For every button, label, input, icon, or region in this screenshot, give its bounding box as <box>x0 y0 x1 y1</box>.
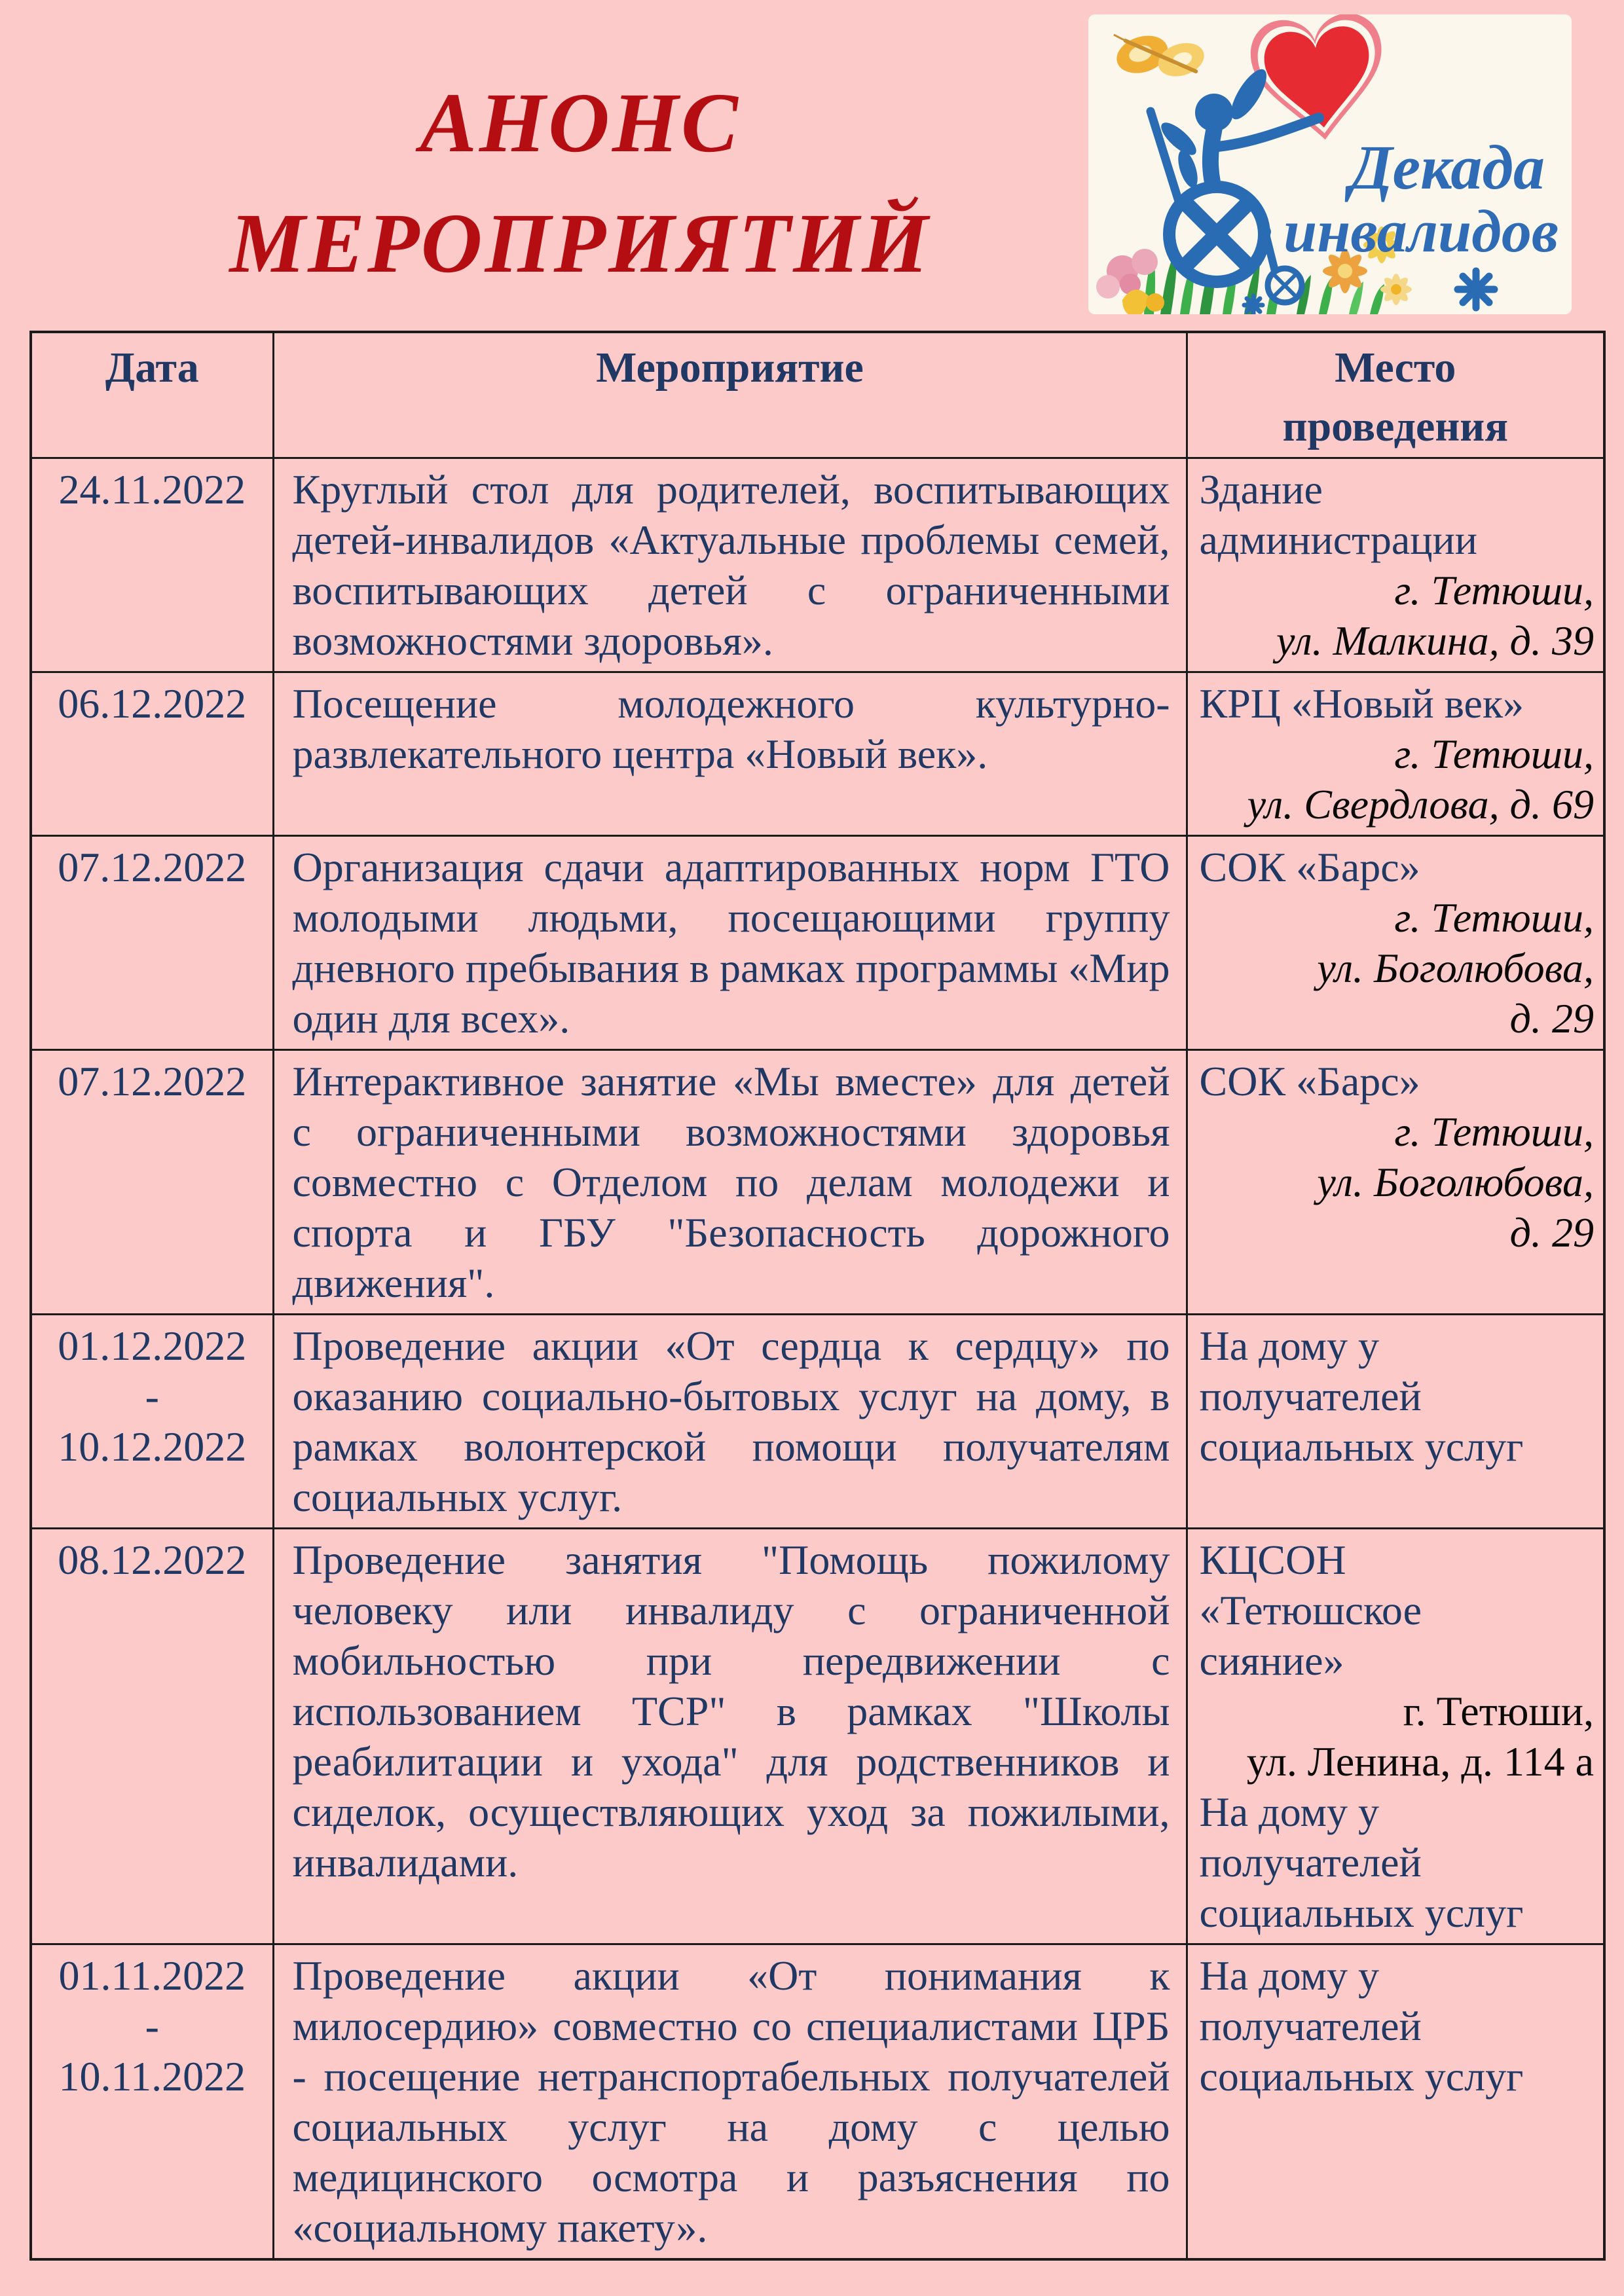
date-line: 10.12.2022 <box>58 1423 247 1470</box>
table-row <box>31 836 1604 1050</box>
column-header-line: Мероприятие <box>596 344 864 392</box>
location-cell <box>1187 1944 1604 2260</box>
location-line: г. Тетюши, <box>1394 731 1594 777</box>
location-cell <box>1187 1050 1604 1315</box>
location-line: КЦСОН <box>1199 1537 1346 1583</box>
location-line: На дому у <box>1199 1789 1379 1835</box>
location-line: Здание <box>1199 466 1323 513</box>
table-row <box>31 1050 1604 1315</box>
location-line: получателей <box>1199 1839 1422 1886</box>
date-cell <box>31 1050 273 1315</box>
column-header-1 <box>273 332 1187 458</box>
date-line: 01.11.2022 <box>58 1952 246 1999</box>
location-line: ул. Свердлова, д. 69 <box>1247 781 1594 828</box>
event-cell: Организация сдачи адаптированных норм ГТО молодыми людьми, посещающими группу дневного пребывания в рамках программы «Мир один для всех». <box>273 836 1187 1050</box>
location-cell <box>1187 672 1604 836</box>
location-line: д. 29 <box>1509 1209 1594 1256</box>
location-line: получателей <box>1199 1373 1422 1419</box>
page-title <box>227 63 934 304</box>
location-line: администрации <box>1199 517 1478 563</box>
date-line: 06.12.2022 <box>58 680 247 727</box>
date-cell <box>31 1944 273 2260</box>
date-cell <box>31 836 273 1050</box>
date-line: - <box>145 1373 159 1419</box>
decade-of-disabled-logo <box>1088 14 1572 314</box>
location-line: социальных услуг <box>1199 1423 1524 1470</box>
table-row <box>31 458 1604 672</box>
date-cell <box>31 458 273 672</box>
location-line: д. 29 <box>1509 995 1594 1042</box>
table-row <box>31 1315 1604 1529</box>
page-title-line1: АНОНС <box>420 76 741 170</box>
event-cell: Проведение занятия "Помощь пожилому человеку или инвалиду с ограниченной мобильностью при передвижении с использованием ТСР" в рамках "Школы реабилитации и ухода" для родственников и сиделок, осуществляющих уход за пожилыми, инвалидами. <box>273 1529 1187 1944</box>
location-line: КРЦ «Новый век» <box>1199 680 1524 727</box>
location-line: СОК «Барс» <box>1199 1058 1420 1104</box>
date-cell <box>31 1529 273 1944</box>
location-line: СОК «Барс» <box>1199 844 1420 890</box>
location-line: г. Тетюши, <box>1394 894 1594 941</box>
location-cell <box>1187 836 1604 1050</box>
events-table <box>29 331 1606 2261</box>
event-cell: Посещение молодежного культурно-развлекательного центра «Новый век». <box>273 672 1187 836</box>
location-line: ул. Ленина, д. 114 а <box>1246 1738 1594 1785</box>
location-line: На дому у <box>1199 1322 1379 1369</box>
date-line: - <box>145 2003 159 2049</box>
date-line: 07.12.2022 <box>58 1058 247 1104</box>
date-cell <box>31 672 273 836</box>
location-line: получателей <box>1199 2003 1422 2049</box>
column-header-2 <box>1187 332 1604 458</box>
location-cell <box>1187 1315 1604 1529</box>
date-line: 10.11.2022 <box>58 2053 246 2100</box>
location-line: На дому у <box>1199 1952 1379 1999</box>
location-line: г. Тетюши, <box>1394 567 1594 613</box>
location-cell <box>1187 1529 1604 1944</box>
location-cell <box>1187 458 1604 672</box>
column-header-line: проведения <box>1282 403 1509 450</box>
event-cell: Проведение акции «От сердца к сердцу» по оказанию социально-бытовых услуг на дому, в рамках волонтерской помощи получателям социальных услуг. <box>273 1315 1187 1529</box>
date-line: 08.12.2022 <box>58 1537 247 1583</box>
location-line: социальных услуг <box>1199 2053 1524 2100</box>
column-header-line: Дата <box>105 344 199 392</box>
logo-text-line2: инвалидов <box>1283 198 1559 264</box>
location-line: г. Тетюши, <box>1394 1108 1594 1155</box>
location-line: ул. Малкина, д. 39 <box>1276 617 1594 664</box>
date-line: 07.12.2022 <box>58 844 247 890</box>
table-row <box>31 1529 1604 1944</box>
location-line: ул. Боголюбова, <box>1317 945 1594 991</box>
location-line: социальных услуг <box>1199 1889 1524 1936</box>
date-line: 01.12.2022 <box>58 1322 247 1369</box>
column-header-line: Место <box>1335 344 1456 392</box>
event-cell: Проведение акции «От понимания к милосердию» совместно со специалистами ЦРБ - посещение нетранспортабельных получателей социальных услуг на дому с целью медицинского осмотра и разъяснения по «социальному пакету». <box>273 1944 1187 2260</box>
table-row <box>31 672 1604 836</box>
event-cell: Круглый стол для родителей, воспитывающих детей-инвалидов «Актуальные проблемы семей, воспитывающих детей с ограниченными возможностями здоровья». <box>273 458 1187 672</box>
header-row <box>31 332 1604 458</box>
table-row <box>31 1944 1604 2260</box>
date-line: 24.11.2022 <box>58 466 246 513</box>
location-line: ул. Боголюбова, <box>1317 1159 1594 1205</box>
page-title-line2: МЕРОПРИЯТИЙ <box>229 196 931 291</box>
column-header-0 <box>31 332 273 458</box>
logo-text-line1: Декада <box>1349 132 1545 202</box>
location-line: г. Тетюши, <box>1403 1688 1594 1734</box>
event-cell: Интерактивное занятие «Мы вместе» для детей с ограниченными возможностями здоровья совместно с Отделом по делам молодежи и спорта и ГБУ "Безопасность дорожного движения". <box>273 1050 1187 1315</box>
location-line: сияние» <box>1199 1637 1344 1684</box>
location-line: «Тетюшское <box>1199 1587 1422 1633</box>
date-cell <box>31 1315 273 1529</box>
logo-image <box>1088 14 1572 314</box>
